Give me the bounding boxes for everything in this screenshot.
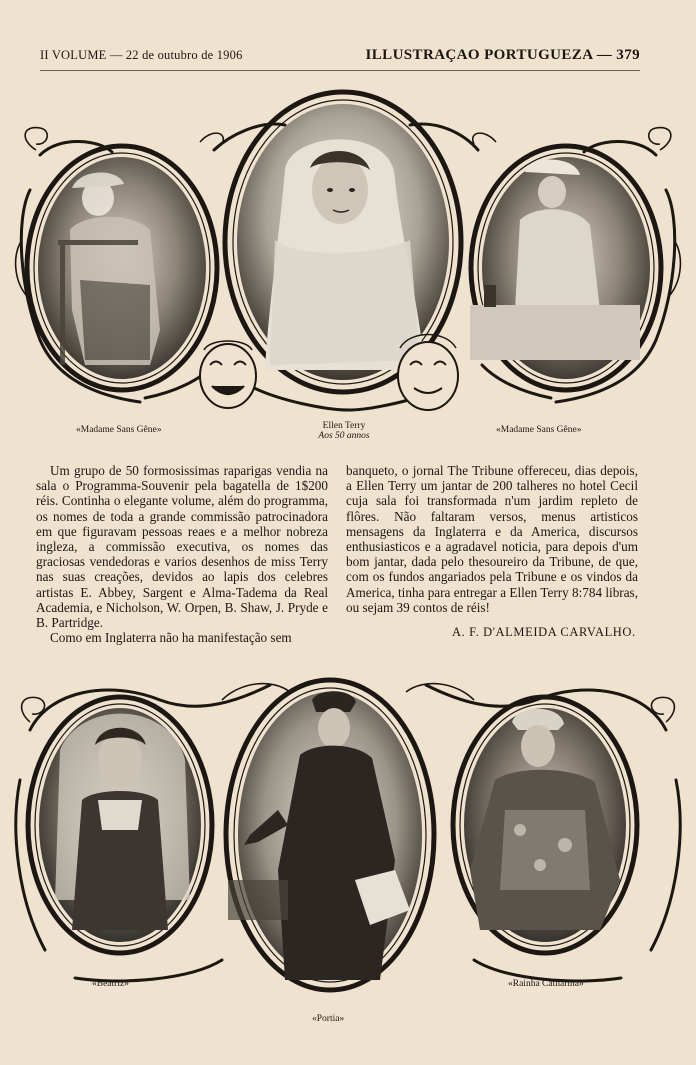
caption-bottom-right: «Rainha Catharina»: [508, 979, 584, 989]
article-paragraph: Como em Inglaterra não ha manifestação sem: [50, 630, 292, 646]
caption-top-left: «Madame Sans Gêne»: [76, 425, 162, 435]
volume-date: II VOLUME — 22 de outubro de 1906: [40, 48, 243, 62]
bottom-ornamental-frame: [0, 660, 696, 1010]
caption-bottom-left: «Beatriz»: [92, 979, 129, 989]
header-rule: [40, 70, 640, 71]
caption-top-center: [294, 421, 394, 441]
author-signature: A. F. D'ALMEIDA CARVALHO.: [452, 625, 636, 639]
bottom-photo-panel: [0, 660, 696, 1010]
article-column-right: [346, 463, 638, 615]
article-column-left: [36, 463, 328, 645]
comedy-mask-left: [200, 341, 256, 408]
caption-top-center-title: Ellen Terry: [322, 421, 366, 431]
article-paragraph: Um grupo de 50 formosissimas raparigas vendia na sala o Programma-Souvenir pela bagatella de 1$200 réis. Continha o elegante volume, além do programma, os nomes de toda a grande commissão patrocinadora em que figuravam pessoas reaes e a melhor nobreza ingleza, a commissão executiva, os nomes das graciosas vendedoras e varios desenhos de miss Terry nas suas creações, devidos ao lapis dos celebres artistas E. Abbey, Sargent e Alma-Tadema da Real Academia, e Nicholson, W. Orpen, B. Shaw, J. Pryde e B. Partridge.: [36, 463, 328, 631]
caption-top-right: «Madame Sans Gêne»: [496, 425, 582, 435]
caption-top-center-subtitle: Aos 50 annos: [318, 431, 370, 441]
magazine-title-page-number: ILLUSTRAÇAO PORTUGUEZA — 379: [365, 47, 640, 63]
page-header: [40, 47, 640, 67]
caption-bottom-center: «Portia»: [312, 1014, 345, 1024]
top-ornamental-frame: [0, 80, 696, 420]
top-photo-panel: [0, 80, 696, 420]
article-paragraph: banqueto, o jornal The Tribune offereceu, dias depois, a Ellen Terry um jantar de 200 talheres no hotel Cecil cuja sala foi transformada n'um jardim repleto de flôres. Não faltaram versos, menus artisticos mensagens da Inglaterra e da America, discursos enthusiasticos e a agradavel noticia, para depois d'um bom jantar, dada pelo thesoureiro da Tribune, de que, com os fundos angariados pela Tribune e os vindos da America, tinha para entregar a Ellen Terry 8:784 libras, ou sejam 39 contos de réis!: [346, 463, 638, 615]
